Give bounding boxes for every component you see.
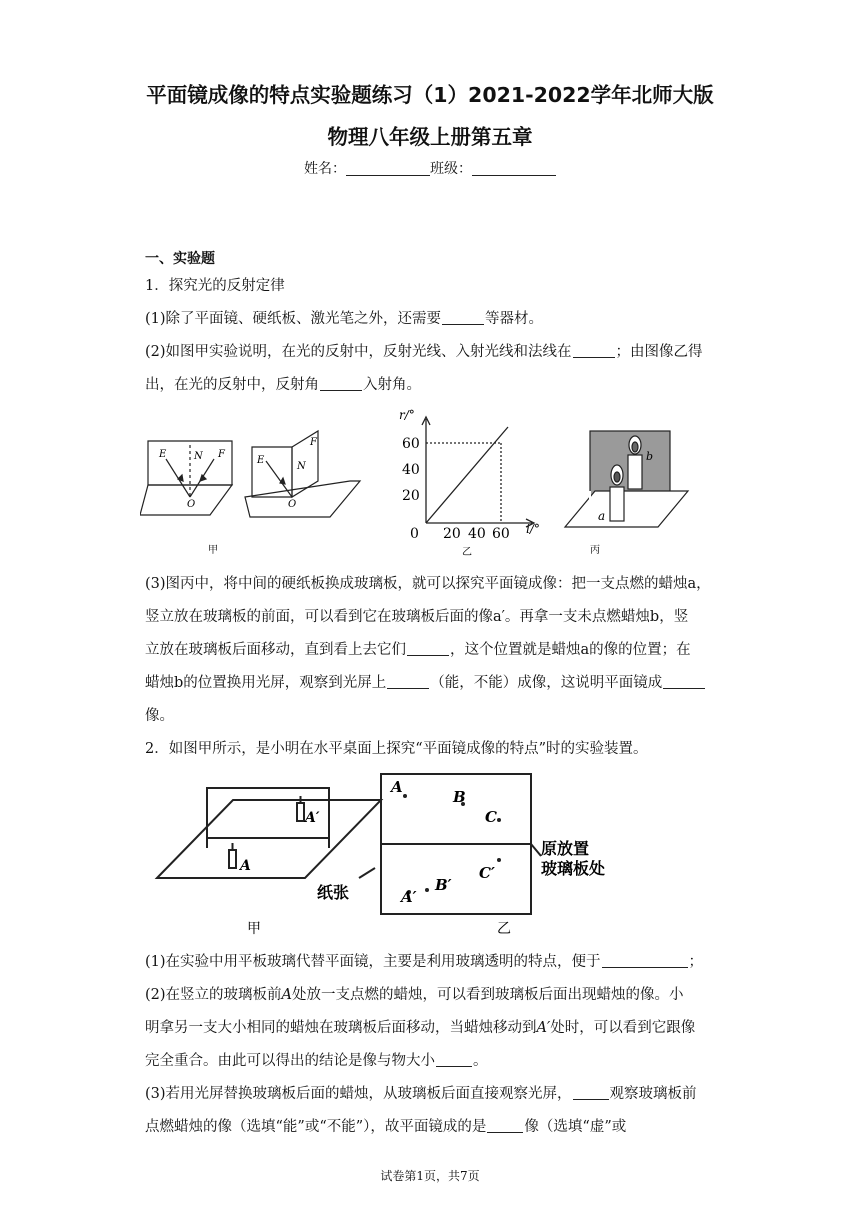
name-blank[interactable] xyxy=(346,162,430,176)
q1-part1: (1)除了平面镜、硬纸板、激光笔之外，还需要 等器材。 xyxy=(145,311,544,327)
caption-yi: 乙 xyxy=(462,547,472,558)
figure-bing xyxy=(565,431,688,527)
y-axis-label: r/° xyxy=(399,408,415,422)
label-glass-line2: 玻璃板处 xyxy=(541,859,606,878)
answer-blank[interactable] xyxy=(320,376,362,391)
section-heading: 一、实验题 xyxy=(145,251,215,267)
q1-part3-line1: (3)图丙中，将中间的硬纸板换成玻璃板，就可以探究平面镜成像：把一支点燃的蜡烛a， xyxy=(145,576,711,592)
q1-part2-line1: (2)如图甲实验说明，在光的反射中，反射光线、入射光线和法线在 ；由图像乙得 xyxy=(145,344,703,360)
label-O: O xyxy=(187,499,196,510)
label-O2: O xyxy=(288,499,297,510)
label-C-prime-yi: C′ xyxy=(479,864,495,882)
answer-blank[interactable] xyxy=(487,1118,523,1133)
exam-title-line2: 物理八年级上册第五章 xyxy=(327,125,533,149)
figure-yi-graph xyxy=(422,417,534,527)
label-a: a xyxy=(598,509,606,523)
answer-blank[interactable] xyxy=(442,310,484,325)
answer-blank[interactable] xyxy=(573,1085,609,1100)
caption-yi2: 乙 xyxy=(497,921,511,937)
label-B-yi: B xyxy=(453,788,466,806)
label-F2: F xyxy=(310,437,317,448)
label-N: N xyxy=(194,451,203,462)
name-label: 姓名： xyxy=(304,161,346,177)
caption-jia: 甲 xyxy=(208,545,218,556)
label-N2: N xyxy=(297,461,306,472)
q1-part3-line3: 立放在玻璃板后面移动，直到看上去它们 ，这个位置就是蜡烛a的像的位置；在 xyxy=(145,642,691,658)
label-A-yi: A xyxy=(391,778,403,796)
q1-stem: 1．探究光的反射定律 xyxy=(145,278,285,294)
answer-blank[interactable] xyxy=(407,641,449,656)
q2-part3-line2: 点燃蜡烛的像（选填“能”或“不能”），故平面镜成的是 像（选填“虚”或 xyxy=(145,1119,627,1135)
answer-blank[interactable] xyxy=(573,343,615,358)
class-label: 班级： xyxy=(430,161,472,177)
y-tick-60: 60 xyxy=(402,436,420,452)
answer-blank[interactable] xyxy=(663,674,705,689)
y-tick-40: 40 xyxy=(402,462,420,478)
label-B-prime-yi: B′ xyxy=(435,876,452,894)
caption-bing: 丙 xyxy=(590,545,600,556)
x-tick-60: 60 xyxy=(492,526,510,542)
figure-jia-folded xyxy=(245,431,360,517)
answer-blank[interactable] xyxy=(436,1052,472,1067)
q2-part2-line3: 完全重合。由此可以得出的结论是像与物大小 。 xyxy=(145,1053,488,1069)
x-tick-20: 20 xyxy=(443,526,461,542)
label-A-prime: A′ xyxy=(305,810,320,826)
label-F: F xyxy=(218,449,225,460)
q1-figure xyxy=(140,405,700,560)
label-E2: E xyxy=(257,455,265,466)
figure-jia-setup xyxy=(157,788,381,878)
student-info xyxy=(0,158,860,178)
q2-part2-line1: (2)在竖立的玻璃板前A处放一支点燃的蜡烛，可以看到玻璃板后面出现蜡烛的像。小 xyxy=(145,987,684,1003)
label-b: b xyxy=(646,450,654,463)
label-glass-line1: 原放置 xyxy=(541,839,590,858)
label-A: A xyxy=(240,858,251,874)
q1-part3-line5: 像。 xyxy=(145,708,174,724)
q2-part3-line1: (3)若用光屏替换玻璃板后面的蜡烛，从玻璃板后面直接观察光屏， 观察玻璃板前 xyxy=(145,1086,697,1102)
q2-part2-line2: 明拿另一支大小相同的蜡烛在玻璃板后面移动，当蜡烛移动到A′处时，可以看到它跟像 xyxy=(145,1020,696,1036)
x-axis-label: i/° xyxy=(526,522,540,536)
q1-part3-line4: 蜡烛b的位置换用光屏，观察到光屏上 （能，不能）成像，这说明平面镜成 xyxy=(145,667,720,700)
q1-part3-line2: 竖立放在玻璃板的前面，可以看到它在玻璃板后面的像a′。再拿一支未点燃蜡烛b，竖 xyxy=(145,609,689,625)
x-tick-40: 40 xyxy=(468,526,486,542)
answer-blank[interactable] xyxy=(387,674,429,689)
q2-figure xyxy=(145,770,705,940)
x-tick-0: 0 xyxy=(410,526,419,542)
class-blank[interactable] xyxy=(472,162,556,176)
page-footer: 试卷第1页，共7页 xyxy=(380,1169,480,1183)
caption-jia2: 甲 xyxy=(247,921,261,937)
q1-part2-line2: 出，在光的反射中，反射角 入射角。 xyxy=(145,377,421,393)
q2-part1: (1)在实验中用平板玻璃代替平面镜，主要是利用玻璃透明的特点，便于 ； xyxy=(145,954,704,970)
label-paper: 纸张 xyxy=(317,883,350,902)
answer-blank[interactable] xyxy=(602,953,688,968)
label-A-prime-yi: A′ xyxy=(401,888,417,906)
y-tick-20: 20 xyxy=(402,488,420,504)
label-E: E xyxy=(159,449,167,460)
q2-stem: 2．如图甲所示，是小明在水平桌面上探究“平面镜成像的特点”时的实验装置。 xyxy=(145,741,648,757)
exam-title-line1: 平面镜成像的特点实验题练习（1）2021-2022学年北师大版 xyxy=(146,83,714,107)
label-C-yi: C xyxy=(485,808,497,826)
